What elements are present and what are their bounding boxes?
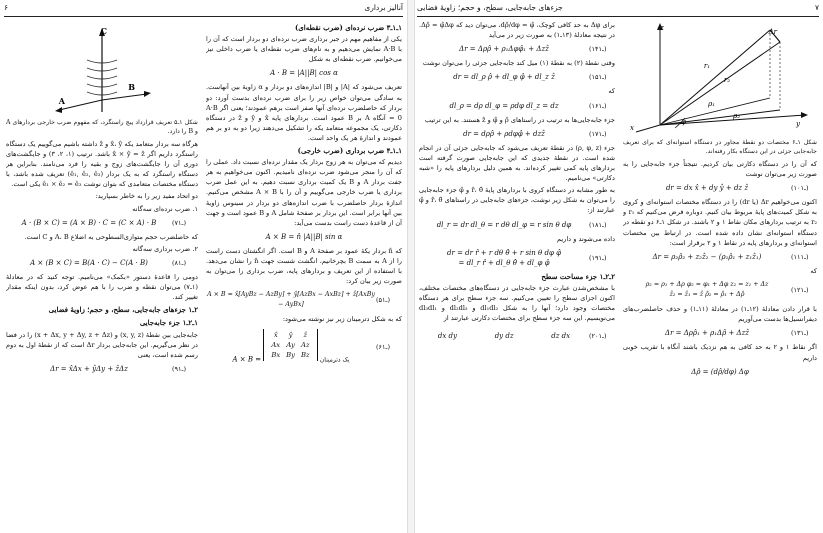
equation: A · B = |A||B| cos α	[270, 69, 338, 78]
equation: Δr = ρ₂ρ̂₂ + z₂ẑ₂ − (ρ₁ρ̂₁ + z₁ẑ₁) (۱۱ـ۱)	[623, 252, 817, 262]
svg-text:r₂: r₂	[723, 76, 730, 84]
figure-caption: شکل ۱ـ۵ تعریف قرارداد پیچ راستگرد، که مفهوم ضرب خارجی بردارهای A و B را دارد.	[6, 119, 198, 135]
left-page	[0, 0, 407, 533]
running-title: آنالیز برداری	[364, 3, 403, 12]
page-number: ۷	[814, 3, 819, 12]
section-heading: ۲ـ۱ جزءهای جابه‌جایی، سطح، و حجم؛ زاویهٔ فضایی	[48, 305, 198, 315]
subsection-heading: ۲ـ۲ـ۱ جزء مساحت سطح	[541, 271, 615, 281]
equation: Δr = Δρρ̂ + ρ₁Δφφ̂₁ + Δzẑ (۱۴ـ۱)	[419, 44, 615, 54]
svg-text:z: z	[660, 24, 664, 32]
equation: A · (B × C) = (A × B) · C = (C × A) · B (۷ـ۱)	[6, 218, 198, 228]
equation: dr = dr r̂ + r dθ θ̂ + r sin θ dφ φ̂ = dl_r r̂ + dl_θ θ̂ + dl_φ φ̂ (۱۹ـ۱)	[419, 248, 615, 268]
area-element: dx dy	[437, 332, 457, 341]
paragraph: اگر نقاط ۱ و ۲ به حد کافی به هم نزدیک باشند آنگاه با تقریب خوبی داریم	[623, 343, 817, 362]
list-item: ۲. ضرب برداری سه‌گانه	[132, 244, 198, 253]
paragraph: داده می‌شوند و داریم	[556, 234, 615, 243]
svg-text:x: x	[630, 124, 634, 132]
equation-number: (۱۸ـ۱)	[589, 220, 607, 229]
equation: dr = dl_ρ ρ̂ + dl_φ φ̂ + dl_z ẑ (۱۵ـ۱)	[419, 72, 615, 82]
paragraph: که n̂ بردار یکهٔ عمود بر صفحهٔ A و B است. اگر انگشتان دست راست را از A به سمت B بچرخانیم، انگشت شست جهت n̂ را نشان می‌دهد. با استفاده از این تعریف و بردارهای پایه، ضرب برداری را می‌توان به صورت زیر بیان کرد:	[206, 246, 402, 286]
equation-number: (۱۹ـ۱)	[589, 253, 607, 262]
equation: dl_ρ = dρ dl_φ = ρdφ dl_z = dz (۱۶ـ۱)	[419, 101, 615, 111]
paragraph: جابه‌جایی بین نقطهٔ (x, y, z) و (x + Δx, y + Δy, z + Δz) را در فضا در نظر می‌گیریم. این جابه‌جایی بردار Δr است که از نقطهٔ اول به دوم رسم شده است، یعنی	[6, 330, 198, 359]
equation-number: (۱۵ـ۱)	[589, 73, 607, 82]
column-left	[6, 20, 198, 529]
equation-number: (۸ـ۱)	[172, 258, 186, 267]
paragraph: با مشخص‌شدن عبارت جزء جابه‌جایی در دستگاه‌های مختصات مختلف، اکنون اجزای سطح را تعیین می‌کنیم. سه جزء سطح برای هر دستگاه مختصات وجود دارد؛ آنها را به شکل dl₁dl₂ و dl₂dl₃ و dl₃dl₁ می‌نویسیم. این سه جزء سطح برای مختصات دکارتی عبارتند از	[419, 283, 615, 323]
equation: A × (B × C) = B(A · C) − C(A · B) (۸ـ۱)	[6, 258, 198, 268]
equation: A × B = n̂ |A||B| sin α	[265, 232, 343, 241]
paragraph: هرگاه سه بردار متعامد یکه x̂، ŷ و ẑ داشته باشیم می‌گوییم یک دستگاه راستگرد داریم اگر x̂ × ŷ = ẑ باشد. ترتیب (۱، ۲، ۳) و جایگشت‌های دوری آن را جایگشت‌های زوج و بقیه را فرد می‌نامند. بنابراین هر دستگاه راستگرد که به یک بردار (ê₁, ê₂, ê₃) تعریف شده باشد، با دستگاه مختصات متعامدی که بتوان نوشت ê₁ × ê₂ = ê₃ یکی است.	[6, 140, 198, 189]
equation: Δρ̂ = (dρ̂/dφ) Δφ	[691, 367, 749, 376]
paragraph: جزء (ρ, φ, z) در نقطهٔ تعریف می‌شود که جابه‌جایی جزئی آن در انجام شده است. در نقطهٔ جدیدی که این جابه‌جایی صورت گرفته است بردارهای پایه کمی تغییر کرده‌اند. به همین دلیل بردارهای پایه را «شبه دکارتی» می‌نامیم.	[419, 143, 615, 183]
paragraph: که حاصلضرب حجم متوازی‌السطوحی به اضلاع A، B و C است.	[24, 232, 198, 241]
equation-number: (۱۳ـ۱)	[791, 329, 809, 338]
paragraph: که به شکل دترمینان زیر نیز نوشته می‌شود:	[282, 315, 402, 324]
paragraph: وقتی نقطهٔ (۲) به نقطهٔ (۱) میل کند جابه‌جایی جزئی را می‌توان نوشت	[422, 59, 615, 68]
paragraph: که آن را در دستگاه دکارتی بیان کردیم. نتیجتاً جزء جابه‌جایی را به صورت زیر می‌توان نوشت	[623, 160, 817, 179]
equation-number: (۱۴ـ۱)	[589, 45, 607, 54]
equation-number: (۲۰ـ۱)	[589, 332, 607, 341]
paragraph: که	[608, 87, 615, 96]
svg-text:B: B	[128, 82, 135, 92]
svg-text:A: A	[58, 96, 65, 106]
svg-text:φ: φ	[681, 118, 686, 126]
svg-text:ρ₁: ρ₁	[708, 100, 715, 108]
equation-number: (۱۰ـ۱)	[791, 184, 809, 193]
cylindrical-coordinates-figure	[630, 20, 810, 135]
svg-text:ρ₂: ρ₂	[733, 112, 740, 120]
equation-number: (۵ـ۱)	[376, 296, 390, 305]
equation-number: (۱۷ـ۱)	[589, 129, 607, 138]
list-item: ۱. ضرب نرده‌ای سه‌گانه	[132, 204, 198, 213]
section-heading: ۱ـ۱ـ۴ ضرب برداری (ضرب خارجی)	[297, 146, 402, 156]
paragraph: یکی از مفاهیم مهم در جبر برداری ضرب نرده‌ای دو بردار است که آن را با A·B نمایش می‌دهیم و به نام‌های ضرب نقطه‌ای یا ضرب داخلی نیز می‌خوانیم. ضرب نقطه‌ای به شکل	[206, 35, 402, 64]
column-right	[623, 20, 817, 529]
svg-text:r₁: r₁	[703, 62, 710, 70]
equation: dr = dρρ̂ + ρdφφ̂ + dzẑ (۱۷ـ۱)	[419, 129, 615, 139]
paragraph: دومی را قاعدهٔ دستور «بکمک» می‌نامیم. توجه کنید که در معادلهٔ (۱ـ۷) می‌توان نقطه و ضرب را با هم عوض کرد، بدون اینکه مقدار تغییر کند.	[6, 273, 198, 302]
equation: A × B = x̂[AyBz − AzBy] + ŷ[AzBx − AxBz] + ẑ[AxBy − AyBx] (۵ـ۱)	[206, 290, 402, 310]
equation	[419, 327, 615, 345]
area-element: dz dx	[551, 332, 571, 341]
equation: Δr = Δρρ̂₁ + ρ₁Δρ̂ + Δzẑ (۱۳ـ۱)	[623, 328, 817, 338]
right-hand-screw-figure	[47, 20, 157, 115]
section-heading: ۱ـ۱ـ۳ ضرب نرده‌ای (ضرب نقطه‌ای)	[294, 23, 402, 32]
equation-number: (۱۱ـ۱)	[791, 252, 809, 261]
paragraph: دیدیم که می‌توان به هر زوج بردار یک مقدار نرده‌ای نسبت داد. عملی را که آن را منجر می‌شود ضرب نرده‌ای نامیدیم. اکنون می‌خواهیم به هر جفت بردار A و B یک کمیت برداری نسبت دهیم. به این عمل ضرب برداری یا ضرب خارجی می‌گوییم و آن را با A × B مشخص می‌کنیم. اندازهٔ بردار حاصلضرب با ضرب اندازه‌های دو بردار در سینوس زاویهٔ بین آنها برابر است. این بردار بر صفحهٔ شامل A و B عمود است و جهت آن از قاعدهٔ دست راست بدست می‌آید:	[206, 158, 402, 227]
svg-text:C: C	[100, 26, 107, 36]
column-left	[419, 20, 615, 529]
paragraph: برای Δφ به حد کافی کوچک، dρ̂/dφ = φ̂، می‌توان دید که Δρ̂ = φ̂Δφ. در نتیجه معادلهٔ (۱۳ـ۱) به صورت زیر در می‌آید	[419, 21, 615, 40]
paragraph: که	[810, 266, 817, 275]
equation-number: (۹ـ۱)	[172, 364, 186, 373]
equation: ρ₂ = ρ₁ + Δρ φ₂ = φ₁ + Δφ z₂ = z₁ + Δz ẑ₂ = ẑ₁ = ẑ ρ̂₂ = ρ̂₁ + Δρ̂ (۱۲ـ۱)	[623, 280, 817, 300]
determinant-equation: A × B = x̂ ŷ ẑ Ax Ay Az Bx By Bz یک دترمینان (۶ـ۱)	[206, 329, 402, 365]
paragraph: به طور مشابه در دستگاه کروی با بردارهای پایهٔ r̂، θ̂ و φ̂ جزء جابه‌جایی را می‌توان به شکل زیر نوشت، جزء‌های جابه‌جایی در راستاهای r̂، θ̂ و φ̂ عبارتند از:	[419, 186, 615, 215]
determinant-matrix: x̂ ŷ ẑ Ax Ay Az Bx By Bz	[263, 329, 317, 361]
figure-caption: شکل ۱ـ۶ مختصات دو نقطهٔ مجاور در دستگاه استوانه‌ای که برای تعریف جابه‌جایی جزئی در این دستگاه بکار رفته‌اند.	[623, 139, 817, 155]
page-header	[417, 2, 819, 17]
paragraph: اکنون می‌خواهیم Δr (یا dr) را در دستگاه مختصات استوانه‌ای و کروی به شکل کمیت‌های پایهٔ مربوط بیان کنیم. دوباره فرض می‌کنیم که r₁ و r₂ به ترتیب بردارهای مکان نقاط ۱ و ۲ باشند. در شکل ۱ـ۶ دو نقطه در دستگاه استوانه‌ای نشان داده شده است. در ارتباط بین مختصات استوانه‌ای و بردارهای پایه در نقاط ۱ و ۲ برقرار است:	[623, 198, 817, 247]
equation-number: (۱۲ـ۱)	[791, 285, 809, 294]
paragraph: جزء جابه‌جایی‌ها به ترتیب در راستاهای ρ̂ و φ̂ و ẑ هستند. به این ترتیب	[424, 115, 615, 124]
area-element: dy dz	[494, 332, 514, 341]
equation-number: (۶ـ۱)	[376, 342, 390, 351]
running-title: جزءهای جابه‌جایی، سطح، و حجم؛ زاویهٔ فضایی	[417, 3, 563, 12]
equation: dr = dx x̂ + dy ŷ + dz ẑ (۱۰ـ۱)	[623, 183, 817, 193]
paragraph: با قرار دادن معادلهٔ (۱۲ـ۱) در معادلهٔ (۱۱ـ۱) و حذف حاصلضرب‌های دیفرانسیل‌ها بدست می‌آوریم	[623, 305, 817, 324]
paragraph: دو اتحاد مفید زیر را به خاطر بسپارید:	[95, 192, 198, 201]
svg-text:Δr: Δr	[768, 28, 777, 36]
equation: Δr = x̂Δx + ŷΔy + ẑΔz (۹ـ۱)	[6, 364, 198, 374]
paragraph: تعریف می‌شود که |A| و |B| اندازه‌های دو بردار و α زاویهٔ بین آنهاست. به سادگی می‌توان خواص زیر را برای ضرب نرده‌ای بدست آورد: دو بردار که حاصلضرب نرده‌ای آنها صفر است برهم عمودند؛ یعنی اگر A·B = 0 آنگاه A بر B عمود است. بردارهای پایه x̂ و ŷ و ẑ در دستگاه دکارتی، یک مجموعه متعامد یکه را تشکیل می‌دهند زیرا دو به دو بر هم عمودند و اندازهٔ هر یک واحد است.	[206, 83, 402, 142]
right-page	[413, 0, 823, 533]
equation: dl_r = dr dl_θ = r dθ dl_φ = r sin θ dφ (۱۸ـ۱)	[419, 220, 615, 230]
svg-text:y: y	[796, 120, 800, 128]
page-header	[4, 2, 403, 17]
subsection-heading: ۱ـ۲ـ۱ جزء جابه‌جایی	[139, 318, 198, 328]
page-number: ۶	[4, 3, 9, 12]
equation-number: (۱۶ـ۱)	[589, 101, 607, 110]
equation-number: (۷ـ۱)	[172, 218, 186, 227]
column-right	[206, 20, 402, 529]
